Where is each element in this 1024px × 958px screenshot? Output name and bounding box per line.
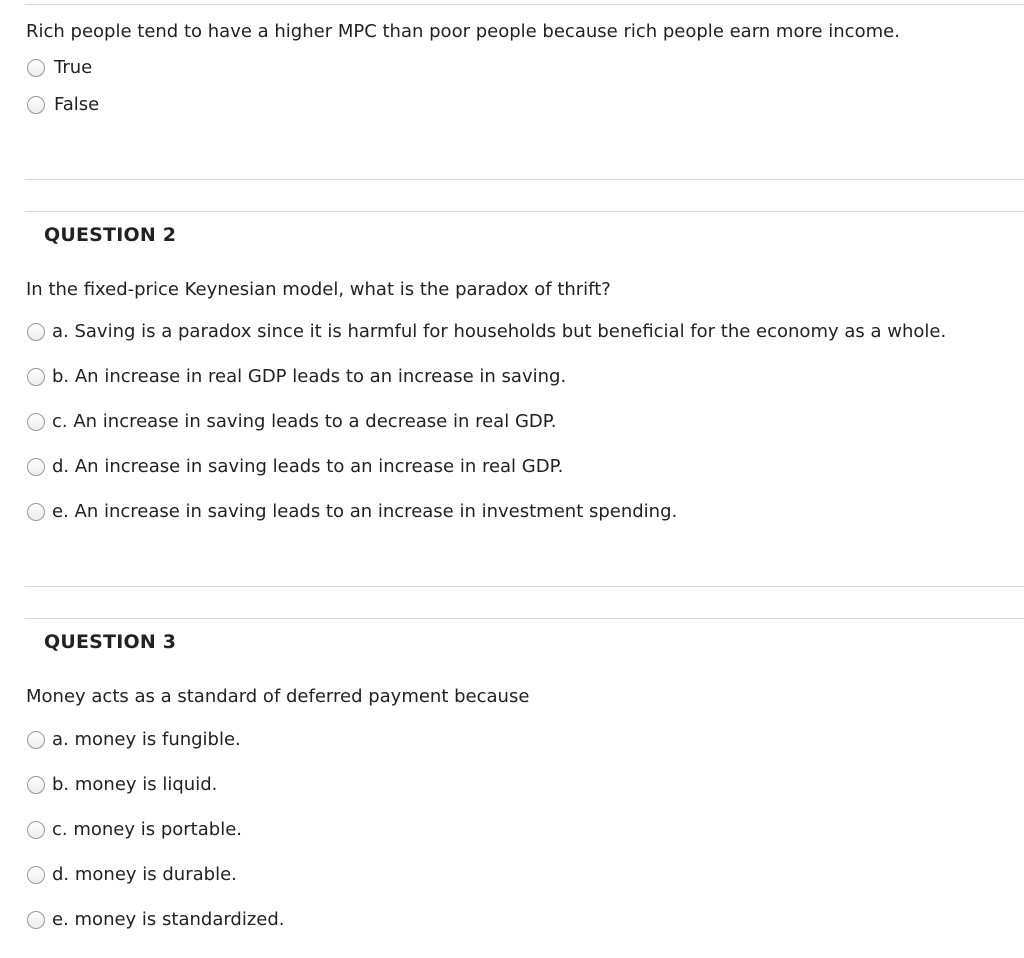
section-divider (25, 586, 1024, 587)
radio-button[interactable] (27, 866, 45, 884)
radio-button[interactable] (27, 503, 45, 521)
section-divider (25, 618, 1024, 619)
question-3-text: Money acts as a standard of deferred payment because (26, 686, 530, 707)
option-label: b. money is liquid. (52, 774, 218, 795)
radio-button[interactable] (27, 368, 45, 386)
question-1-option-true[interactable] (27, 56, 92, 80)
option-label: b. An increase in real GDP leads to an increase in saving. (52, 366, 567, 387)
option-label: d. An increase in saving leads to an increase in real GDP. (52, 456, 564, 477)
option-label: True (54, 57, 93, 78)
top-divider (25, 4, 1024, 5)
question-2-option-b[interactable] (27, 365, 566, 389)
question-2-option-d[interactable] (27, 455, 563, 479)
question-1-option-false[interactable] (27, 93, 99, 117)
question-2-text: In the fixed-price Keynesian model, what is the paradox of thrift? (26, 279, 611, 300)
option-label: e. money is standardized. (52, 909, 285, 930)
radio-button[interactable] (27, 821, 45, 839)
option-label: a. Saving is a paradox since it is harmful for households but beneficial for the economy as a whole. (52, 321, 947, 342)
question-2-option-c[interactable] (27, 410, 557, 434)
question-3-option-e[interactable] (27, 908, 285, 932)
option-label: d. money is durable. (52, 864, 237, 885)
question-3-option-a[interactable] (27, 728, 241, 752)
question-2-option-e[interactable] (27, 500, 677, 524)
option-label: c. An increase in saving leads to a decrease in real GDP. (52, 411, 557, 432)
question-2-option-a[interactable] (27, 320, 946, 344)
radio-button[interactable] (27, 731, 45, 749)
radio-button[interactable] (27, 323, 45, 341)
option-label: False (54, 94, 100, 115)
radio-button[interactable] (27, 413, 45, 431)
option-label: c. money is portable. (52, 819, 242, 840)
radio-button[interactable] (27, 911, 45, 929)
radio-button[interactable] (27, 776, 45, 794)
radio-button[interactable] (27, 96, 45, 114)
option-label: a. money is fungible. (52, 729, 241, 750)
question-3-option-b[interactable] (27, 773, 217, 797)
question-1-text: Rich people tend to have a higher MPC than poor people because rich people earn more income. (26, 21, 900, 42)
radio-button[interactable] (27, 458, 45, 476)
section-divider (25, 211, 1024, 212)
question-3-option-c[interactable] (27, 818, 242, 842)
option-label: e. An increase in saving leads to an increase in investment spending. (52, 501, 678, 522)
question-3-option-d[interactable] (27, 863, 237, 887)
question-2-title: QUESTION 2 (44, 224, 177, 246)
radio-button[interactable] (27, 59, 45, 77)
question-3-title: QUESTION 3 (44, 631, 177, 653)
section-divider (25, 179, 1024, 180)
